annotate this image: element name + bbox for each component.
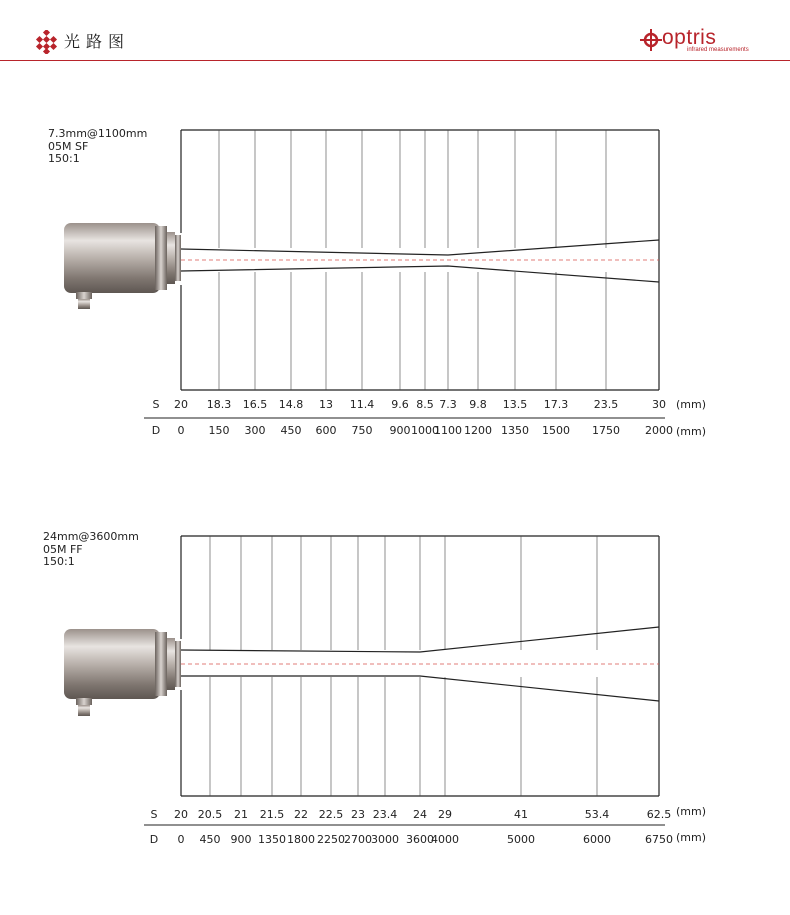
logo-wordmark: optris (662, 26, 717, 49)
s-value-label: 53.4 (584, 808, 610, 821)
panel-1-s-values (174, 398, 666, 411)
s-value-label: 20 (174, 398, 188, 411)
d-value-label: 6750 (645, 833, 673, 846)
panel-1-ratio: 150:1 (48, 152, 80, 165)
panel-2-s-values (174, 808, 671, 821)
s-value-label: 13 (319, 398, 333, 411)
panel-2-spot-size: 24mm@3600mm (43, 530, 139, 543)
s-value-label: 30 (652, 398, 666, 411)
panel-2-d-values (178, 833, 674, 846)
s-value-label: 23.5 (593, 398, 619, 411)
s-value-label: 14.8 (278, 398, 304, 411)
d-value-label: 300 (244, 424, 266, 437)
panel-2-grid (210, 536, 597, 796)
s-value-label: 22.5 (318, 808, 344, 821)
d-value-label: 900 (230, 833, 252, 846)
panel-1-beam-upper (181, 240, 659, 255)
s-value-label: 21.5 (259, 808, 285, 821)
logo-tagline: infrared measurements (687, 47, 749, 53)
panel-1-sensor-icon (64, 223, 181, 309)
s-value-label: 17.3 (543, 398, 569, 411)
panel-2-ratio: 150:1 (43, 555, 75, 568)
s-value-label: 7.3 (439, 398, 457, 411)
d-value-label: 1100 (434, 424, 462, 437)
s-value-label: 29 (438, 808, 452, 821)
panel-1-model: 05M SF (48, 139, 89, 153)
s-value-label: 8.5 (416, 398, 434, 411)
panel-1-s-unit: (mm) (676, 398, 707, 411)
d-value-label: 450 (199, 833, 221, 846)
s-value-label: 16.5 (242, 398, 268, 411)
d-value-label: 3600 (406, 833, 434, 846)
d-value-label: 600 (315, 424, 337, 437)
panel-1-beam-lower (181, 266, 659, 282)
s-value-label: 23 (351, 808, 365, 821)
s-value-label: 13.5 (502, 398, 528, 411)
d-value-label: 2250 (317, 833, 345, 846)
panel-2-sensor-icon (64, 629, 181, 716)
d-value-label: 5000 (507, 833, 535, 846)
panel-2-s-unit: (mm) (676, 805, 707, 818)
d-value-label: 1800 (287, 833, 315, 846)
d-value-label: 3000 (371, 833, 399, 846)
s-value-label: 62.5 (646, 808, 672, 821)
d-value-label: 0 (177, 833, 185, 846)
s-value-label: 18.3 (206, 398, 232, 411)
s-value-label: 21 (234, 808, 248, 821)
panel-2-d-row-label: D (149, 833, 159, 846)
d-value-label: 1350 (501, 424, 529, 437)
panel-1-d-row-label: D (151, 424, 161, 437)
d-value-label: 4000 (431, 833, 459, 846)
s-value-label: 9.6 (391, 398, 409, 411)
d-value-label: 6000 (583, 833, 611, 846)
d-value-label: 1500 (542, 424, 570, 437)
panel-1-beam (181, 240, 659, 282)
panel-2-s-row-label: S (150, 808, 158, 821)
d-value-label: 1750 (592, 424, 620, 437)
panel-1-s-row-label: S (152, 398, 160, 411)
d-value-label: 1000 (411, 424, 439, 437)
panel-2-model: 05M FF (43, 542, 83, 556)
d-value-label: 1350 (258, 833, 286, 846)
s-value-label: 23.4 (372, 808, 398, 821)
d-value-label: 750 (351, 424, 373, 437)
d-value-label: 150 (208, 424, 230, 437)
d-value-label: 2000 (645, 424, 673, 437)
panel-1-d-unit: (mm) (676, 425, 707, 438)
panel-1-spot-size: 7.3mm@1100mm (48, 127, 148, 140)
d-value-label: 0 (177, 424, 185, 437)
s-value-label: 11.4 (349, 398, 375, 411)
d-value-label: 2700 (344, 833, 372, 846)
panel-1-d-values (178, 424, 674, 437)
s-value-label: 24 (413, 808, 427, 821)
s-value-label: 9.8 (469, 398, 487, 411)
s-value-label: 20.5 (197, 808, 223, 821)
d-value-label: 900 (389, 424, 411, 437)
d-value-label: 450 (280, 424, 302, 437)
s-value-label: 41 (514, 808, 528, 821)
page-title: 光路图 (64, 32, 131, 51)
d-value-label: 1200 (464, 424, 492, 437)
s-value-label: 22 (294, 808, 308, 821)
s-value-label: 20 (174, 808, 188, 821)
panel-2-d-unit: (mm) (676, 831, 707, 844)
